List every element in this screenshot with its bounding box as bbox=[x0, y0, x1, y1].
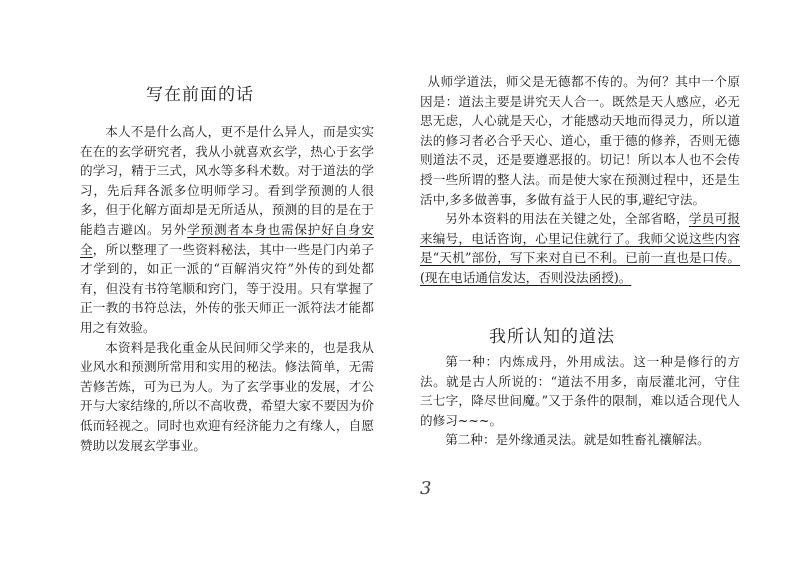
right-paragraph-1: 从师学道法，师父是无德都不传的。为何？其中一个原因是：道法主要是讲究天人合一。既然是天人感应，必无思无虑，人心就是天心，才能感动天地而得灵力，所以道法的修习者必合乎天心、道心，重于德的修养，否则无德则道法不灵，还是要遵恶报的。切记！所以本人也不会传授一些所谓的整人法。而是使大家在预测过程中，还是生活中,多多做善事，多做有益于人民的事,避纪守法。 bbox=[420, 74, 740, 207]
left-page-title: 写在前面的话 bbox=[146, 85, 254, 105]
page-number: 3 bbox=[420, 478, 432, 499]
left-para1-text-b: ，所以整理了一些资料秘法，其中一些是门内弟子才学到的，如正一派的“百解消灾符”外传的到处都有，但没有书符笔顺和窍门，等于没用。只有掌握了正一教的书符总法，外传的张天师正一派符法才能都用之有效验。 bbox=[80, 241, 375, 335]
left-paragraph-2: 本资料是我化重金从民间师父学来的，也是我从业风水和预测所常用和实用的秘法。修法简单，无需苦修苦炼，可为已为人。为了玄学事业的发展，才公开与大家结缘的,所以不高收费，希望大家不要因为价低而轻视之。同时也欢迎有经济能力之有缘人，自愿赞助以发展玄学事业。 bbox=[80, 339, 374, 453]
right-section-title: 我所认知的道法 bbox=[489, 327, 615, 347]
right-paragraph-3: 第一种：内炼成丹，外用成法。这一种是修行的方法。就是古人所说的：“道法不用多，南辰灌北河，守住三七字，降尽世间魔。”又于条件的限制，难以适合现代人的修习~~~。 bbox=[420, 354, 740, 428]
right-para2-underlined: 学员可报来编号，电话咨询，心里记住就行了。我师父说这些内容是“天机”部份，写下来对自已不利。已前一直也是口传。(现在电话通信发达，否则没法函授)。 bbox=[420, 211, 740, 285]
right-section-body bbox=[420, 352, 740, 450]
right-paragraph-4: 第二种：是外缘通灵法。就是如牲畜礼禳解法。 bbox=[445, 432, 710, 448]
right-column bbox=[420, 72, 740, 288]
left-para1-text-a: 本人不是什么高人，更不是什么异人，而是实实在在的玄学研究者，我从小就喜欢玄学，热心于玄学的学习，精于三式，风水等多科术数。对于道法的学习，先后拜各派多位明师学习。看到学预测的人很多，但于化解方面却是无所适从，预测的目的是在于能趋吉避凶。另外 bbox=[80, 124, 374, 237]
left-column bbox=[80, 122, 374, 455]
left-paragraph-1 bbox=[80, 122, 374, 338]
right-para2-text: 另外本资料的用法在关键之处，全部省略， bbox=[445, 211, 689, 227]
right-paragraph-2 bbox=[420, 209, 740, 287]
left-para1-underlined: 学预测者本身也需保护好自身安全 bbox=[80, 221, 375, 257]
